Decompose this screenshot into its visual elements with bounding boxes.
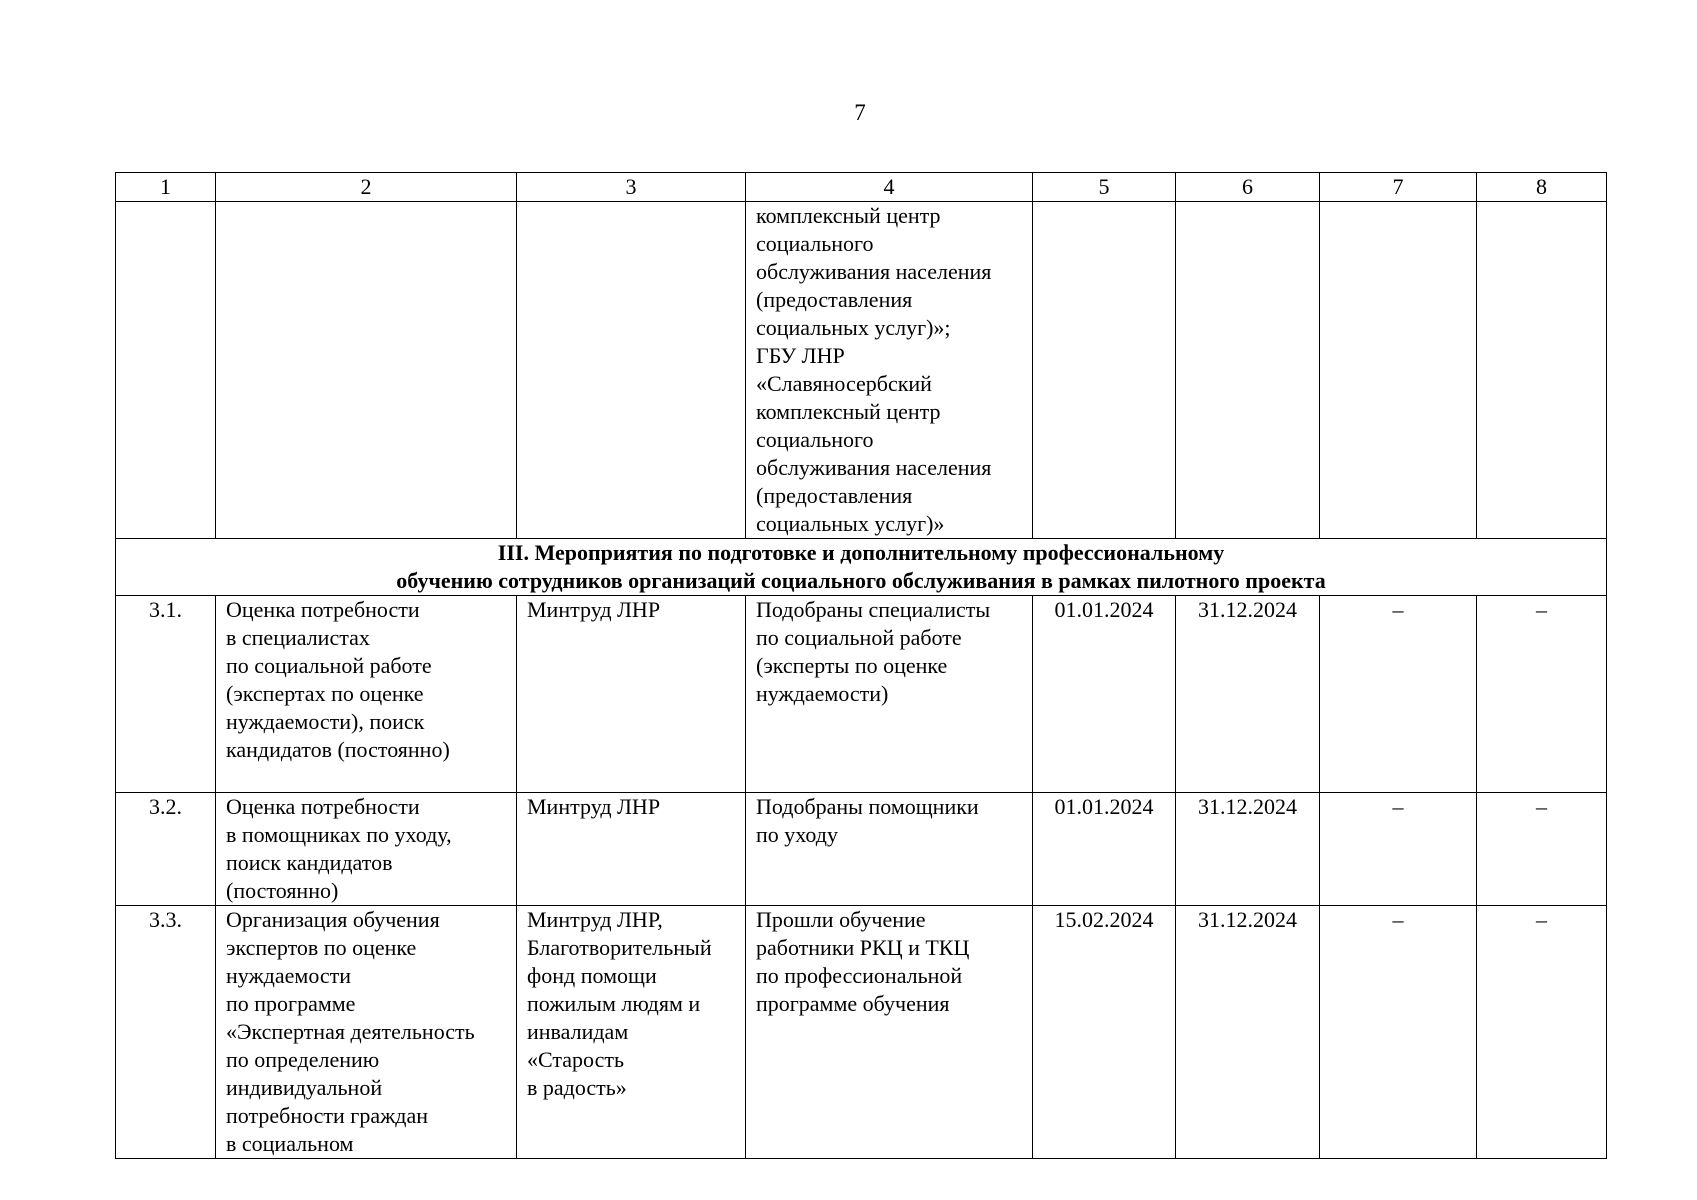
text-line: (предоставления bbox=[756, 483, 913, 508]
text-line: Благотворительный bbox=[527, 935, 712, 960]
text-line: по уходу bbox=[756, 822, 838, 847]
text-line: «Экспертная деятельность bbox=[226, 1019, 475, 1044]
column-header-2: 2 bbox=[216, 173, 517, 202]
text-line: социального bbox=[756, 427, 874, 452]
text-line: Минтруд ЛНР bbox=[527, 597, 661, 622]
text-line: социальных услуг)» bbox=[756, 511, 945, 536]
continuation-cell-1 bbox=[116, 202, 216, 539]
text-line: по определению bbox=[226, 1047, 380, 1072]
column-header-4: 4 bbox=[746, 173, 1033, 202]
start-date: 15.02.2024 bbox=[1033, 906, 1176, 1159]
text-line: комплексный центр bbox=[756, 203, 941, 228]
text-line: комплексный центр bbox=[756, 399, 941, 424]
text-line: фонд помощи bbox=[527, 963, 657, 988]
text-line: по программе bbox=[226, 991, 356, 1016]
text-line: обслуживания населения bbox=[756, 455, 992, 480]
text-line: Минтруд ЛНР, bbox=[527, 907, 663, 932]
column-header-5: 5 bbox=[1033, 173, 1176, 202]
text-line: обслуживания населения bbox=[756, 259, 992, 284]
col7-value: – bbox=[1320, 906, 1477, 1159]
text-line: в социальном bbox=[226, 1131, 354, 1156]
result-cell bbox=[746, 793, 1033, 906]
text-line: (экспертах по оценке bbox=[226, 681, 424, 706]
section-heading-row bbox=[116, 539, 1607, 596]
column-header-6: 6 bbox=[1176, 173, 1320, 202]
executor-cell bbox=[517, 906, 746, 1159]
text-line: экспертов по оценке bbox=[226, 935, 417, 960]
text-line: ГБУ ЛНР bbox=[756, 343, 845, 368]
text-line: в помощниках по уходу, bbox=[226, 822, 452, 847]
continuation-result-cell bbox=[746, 202, 1033, 539]
text-line: нуждаемости) bbox=[756, 681, 889, 706]
text-line: социальных услуг)»; bbox=[756, 315, 951, 340]
executor-cell bbox=[517, 596, 746, 793]
text-line: Минтруд ЛНР bbox=[527, 794, 661, 819]
text-line: Оценка потребности bbox=[226, 794, 420, 819]
text-line: Прошли обучение bbox=[756, 907, 926, 932]
column-header-row bbox=[116, 173, 1607, 202]
row-number: 3.2. bbox=[116, 793, 216, 906]
end-date: 31.12.2024 bbox=[1176, 793, 1320, 906]
text-line: Подобраны специалисты bbox=[756, 597, 991, 622]
start-date: 01.01.2024 bbox=[1033, 596, 1176, 793]
text-line: инвалидам bbox=[527, 1019, 629, 1044]
col8-value: – bbox=[1477, 793, 1607, 906]
text-line: по профессиональной bbox=[756, 963, 963, 988]
event-cell bbox=[216, 906, 517, 1159]
section-heading-line-2: обучению сотрудников организаций социального обслуживания в рамках пилотного проекта bbox=[396, 568, 1326, 593]
row-number: 3.1. bbox=[116, 596, 216, 793]
text-line: (постоянно) bbox=[226, 878, 339, 903]
text-line: (предоставления bbox=[756, 287, 913, 312]
text-line: по социальной работе bbox=[226, 653, 432, 678]
continuation-cell-7 bbox=[1320, 202, 1477, 539]
col7-value: – bbox=[1320, 596, 1477, 793]
page-number: 7 bbox=[854, 100, 866, 125]
text-line: Организация обучения bbox=[226, 907, 440, 932]
text-line: нуждаемости bbox=[226, 963, 352, 988]
text-line: нуждаемости), поиск bbox=[226, 709, 425, 734]
continuation-cell-2 bbox=[216, 202, 517, 539]
text-line: работники РКЦ и ТКЦ bbox=[756, 935, 970, 960]
text-line: Оценка потребности bbox=[226, 597, 420, 622]
table-row bbox=[116, 596, 1607, 793]
result-cell bbox=[746, 906, 1033, 1159]
text-line: потребности граждан bbox=[226, 1103, 429, 1128]
column-header-7: 7 bbox=[1320, 173, 1477, 202]
column-header-3: 3 bbox=[517, 173, 746, 202]
result-cell bbox=[746, 596, 1033, 793]
section-heading-line-1: III. Мероприятия по подготовке и дополнительному профессиональному bbox=[497, 540, 1225, 565]
text-line: «Старость bbox=[527, 1047, 624, 1072]
event-cell bbox=[216, 793, 517, 906]
start-date: 01.01.2024 bbox=[1033, 793, 1176, 906]
text-line: по социальной работе bbox=[756, 625, 962, 650]
plan-table bbox=[115, 172, 1607, 1159]
col7-value: – bbox=[1320, 793, 1477, 906]
col8-value: – bbox=[1477, 906, 1607, 1159]
table-row bbox=[116, 906, 1607, 1159]
event-cell bbox=[216, 596, 517, 793]
end-date: 31.12.2024 bbox=[1176, 906, 1320, 1159]
continuation-cell-5 bbox=[1033, 202, 1176, 539]
continuation-cell-6 bbox=[1176, 202, 1320, 539]
text-line: в специалистах bbox=[226, 625, 370, 650]
column-header-1: 1 bbox=[116, 173, 216, 202]
text-line: индивидуальной bbox=[226, 1075, 383, 1100]
text-line: поиск кандидатов bbox=[226, 850, 393, 875]
row-number: 3.3. bbox=[116, 906, 216, 1159]
text-line: «Славяносербский bbox=[756, 371, 932, 396]
column-header-8: 8 bbox=[1477, 173, 1607, 202]
section-heading bbox=[116, 539, 1607, 596]
text-line: Подобраны помощники bbox=[756, 794, 979, 819]
executor-cell bbox=[517, 793, 746, 906]
end-date: 31.12.2024 bbox=[1176, 596, 1320, 793]
text-line: в радость» bbox=[527, 1075, 627, 1100]
text-line: пожилым людям и bbox=[527, 991, 701, 1016]
table-row bbox=[116, 793, 1607, 906]
continuation-cell-3 bbox=[517, 202, 746, 539]
text-line: программе обучения bbox=[756, 991, 950, 1016]
col8-value: – bbox=[1477, 596, 1607, 793]
text-line: социального bbox=[756, 231, 874, 256]
text-line: кандидатов (постоянно) bbox=[226, 737, 450, 762]
continuation-row bbox=[116, 202, 1607, 539]
text-line: (эксперты по оценке bbox=[756, 653, 948, 678]
continuation-cell-8 bbox=[1477, 202, 1607, 539]
